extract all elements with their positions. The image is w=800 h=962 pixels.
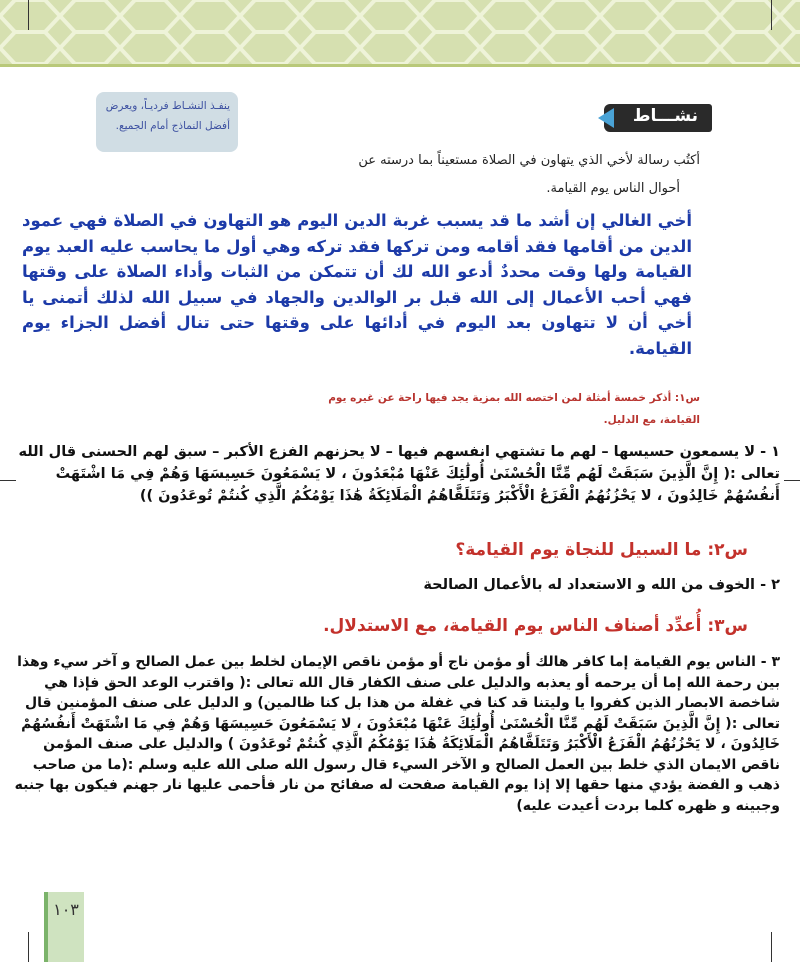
decorative-header bbox=[0, 0, 800, 64]
crop-mark bbox=[771, 0, 772, 30]
crop-mark bbox=[28, 932, 29, 962]
crop-mark bbox=[771, 932, 772, 962]
answer3: ٣ - الناس يوم القيامة إما كافر هالك أو مؤمن ناج أو مؤمن ناقص الإيمان لخلط بين عمل الصالح و آخر سيء وهذا بين رحمة الله إما أن يرحمه أو يعذبه والدليل على صنف الكفار قال الله تعالى :( واقترب الوعد الحق فإذا هي شاخصة الابصار الذين كفروا يا وليتنا قد كنا في غفلة من هذا بل كنا ظالمين) و الدليل على صنف المؤمنين قال تعالى :( إِنَّ الَّذِينَ سَبَقَتْ لَهُم مِّنَّا الْحُسْنَىٰ أُولَٰئِكَ عَنْهَا مُبْعَدُونَ ، لا يَسْمَعُونَ حَسِيسَهَا وَهُمْ فِي مَا اشْتَهَتْ أَنفُسُهُمْ خَالِدُونَ ، لا يَحْزُنُهُمُ الْفَزَعُ الْأَكْبَرُ وَتَتَلَقَّاهُمُ الْمَلَائِكَةُ هَٰذَا يَوْمُكُمُ الَّذِي كُنتُمْ تُوعَدُونَ ) والدليل على صنف المؤمن ناقص الايمان الذي خلط بين العمل الصالح و الآخر السيء قال رسول الله صلى الله عليه وسلم :(ما من صاحب ذهب و الفضة يؤدي منها حقها إلا إذا يوم القيامة صفحت له صفائح من نار فأحمى عليها نار جهنم فيكون بها جنبه وجبينه و ظهره كلما بردت أعيدت عليه) bbox=[14, 654, 780, 814]
answer2: ٢ - الخوف من الله و الاستعداد له بالأعمال الصالحة bbox=[423, 577, 780, 593]
page-number-tab bbox=[44, 892, 84, 962]
question1-line2: القيامة، مع الدليل. bbox=[603, 414, 700, 426]
question1-line1: س١: أذكر خمسة أمثلة لمن اختصه الله بمزية يجد فيها راحة عن غيره يوم bbox=[328, 392, 700, 404]
activity-prompt-line1: أكتُب رسالة لأخي الذي يتهاون في الصلاة مستعيناً بما درسته عن bbox=[358, 153, 700, 168]
crop-mark bbox=[28, 0, 29, 30]
crop-mark bbox=[784, 480, 800, 481]
activity-badge-arrow bbox=[598, 108, 614, 128]
answer-letter: أخي الغالي إن أشد ما قد يسبب غربة الدين اليوم هو التهاون في الصلاة فهي عمود الدين من أقامها فقد أقامه ومن تركها فقد تركه وهي أول ما يحاسب عليه العبد يوم القيامة ولها وقت محددٌ أدعو الله لك أن تتمكن من الثبات وأداء الصلاة على وقتها فهي أحب الأعمال إلى الله قبل بر الوالدين والجهاد في سبيل الله لذلك أتمنى يا أخي أن لا تتهاون بعد اليوم في أدائها على وقتها حتى تنال أفضل الجزاء يوم القيامة. bbox=[22, 211, 692, 358]
activity-badge bbox=[594, 104, 712, 132]
question3: س٣: أُعدِّد أصناف الناس يوم القيامة، مع الاستدلال. bbox=[323, 616, 748, 636]
header-divider bbox=[0, 64, 800, 67]
activity-instruction-box: ينفـذ النشـاط فرديـاً، ويعرض أفضل النماذج أمام الجميع. bbox=[96, 92, 238, 152]
activity-label: نشـــاط bbox=[632, 106, 698, 126]
activity-prompt-line2: أحوال الناس يوم القيامة. bbox=[546, 181, 680, 196]
header-pattern bbox=[0, 0, 800, 64]
page-number: ١٠٣ bbox=[53, 900, 79, 919]
question2: س٢: ما السبيل للنجاة يوم القيامة؟ bbox=[455, 540, 748, 560]
answer1: ١ - لا يسمعون حسيسها – لهم ما تشتهي انفسهم فيها – لا يحزنهم الفزع الأكبر – سبق لهم الحسنى قال الله تعالى :( إِنَّ الَّذِينَ سَبَقَتْ لَهُم مِّنَّا الْحُسْنَىٰ أُولَٰئِكَ عَنْهَا مُبْعَدُونَ ، لا يَسْمَعُونَ حَسِيسَهَا وَهُمْ فِي مَا اشْتَهَتْ أَنفُسُهُمْ خَالِدُونَ ، لا يَحْزُنُهُمُ الْفَزَعُ الْأَكْبَرُ وَتَتَلَقَّاهُمُ الْمَلَائِكَةُ هَٰذَا يَوْمُكُمُ الَّذِي كُنتُمْ تُوعَدُونَ )) bbox=[18, 444, 780, 504]
